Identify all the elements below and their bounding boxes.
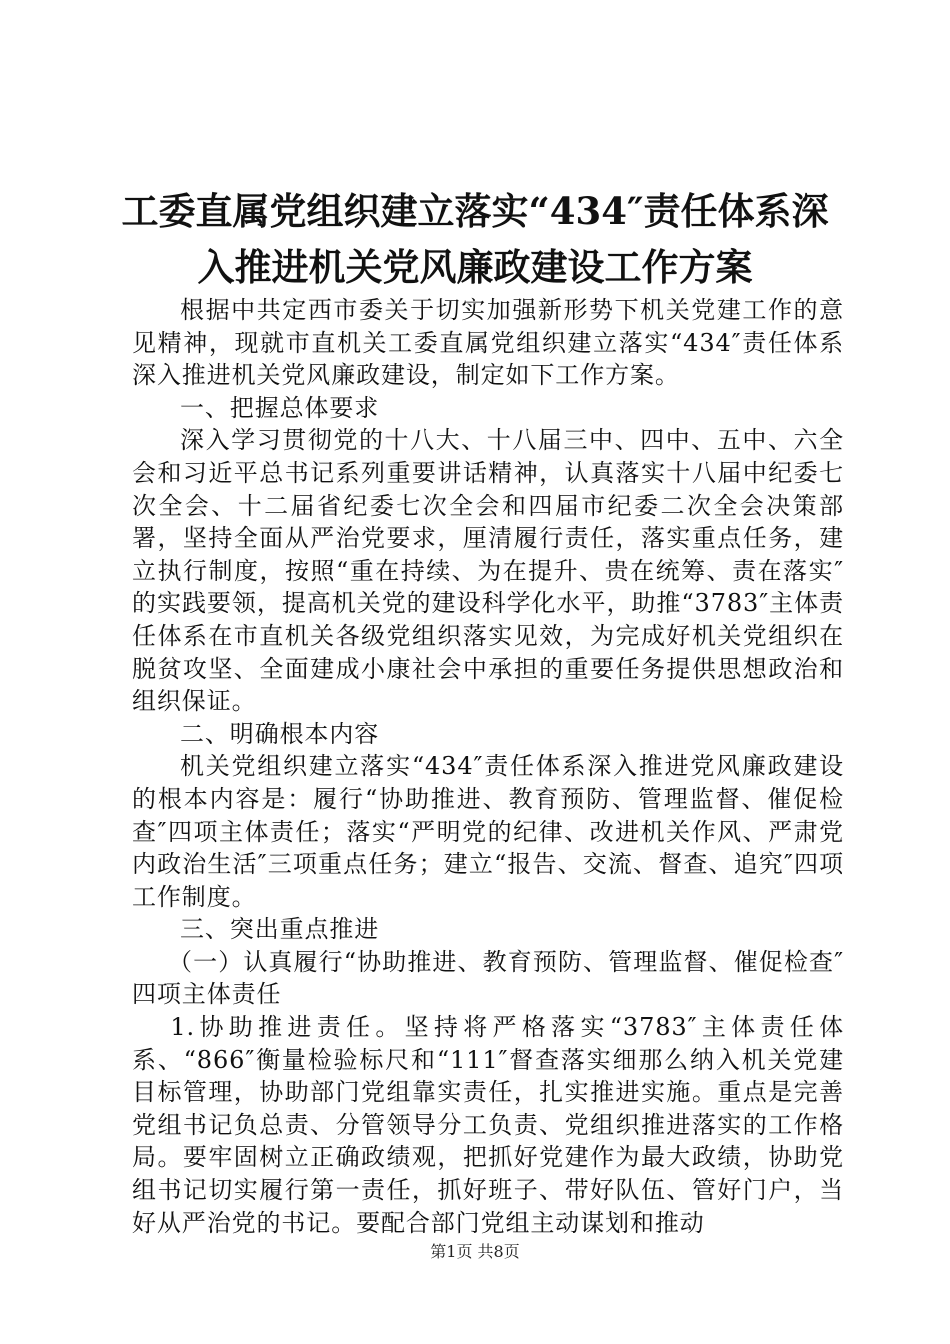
document-title-line-2: 入推进机关党风廉政建设工作方案: [197, 245, 753, 289]
document-body: [132, 294, 844, 1239]
document-title-line-1: 工委直属党组织建立落实“434″责任体系深: [121, 189, 829, 233]
paragraph-section-1: 深入学习贯彻党的十八大、十八届三中、四中、五中、六全会和习近平总书记系列重要讲话精神，认真落实十八届中纪委七次全会、十二届省纪委七次全会和四届市纪委二次全会决策部署，坚持全面从严治党要求，厘清履行责任，落实重点任务，建立执行制度，按照“重在持续、为在提升、贵在统筹、责在落实″的实践要领，提高机关党的建设科学化水平，助推“3783″主体责任体系在市直机关各级党组织落实见效，为完成好机关党组织在脱贫攻坚、全面建成小康社会中承担的重要任务提供思想政治和组织保证。: [132, 426, 844, 716]
paragraph-item-1: 1.协助推进责任。坚持将严格落实“3783″主体责任体系、“866″衡量检验标尺和“111″督查落实细那么纳入机关党建目标管理，协助部门党组靠实责任，扎实推进实施。重点是完善党组书记负总责、分管领导分工负责、党组织推进落实的工作格局。要牢固树立正确政绩观，把抓好党建作为最大政绩，协助党组书记切实履行第一责任，抓好班子、带好队伍、管好门户，当好从严治党的书记。要配合部门党组主动谋划和推动: [132, 1013, 844, 1237]
paragraph-section-2: 机关党组织建立落实“434″责任体系深入推进党风廉政建设的根本内容是：履行“协助推进、教育预防、管理监督、催促检查″四项主体责任；落实“严明党的纪律、改进机关作风、严肃党内政治生活″三项重点任务；建立“报告、交流、督查、追究″四项工作制度。: [132, 752, 844, 911]
section-heading-1: 一、把握总体要求: [180, 393, 380, 422]
page-footer: 第1页 共8页: [430, 1242, 520, 1261]
paragraph-intro: 根据中共定西市委关于切实加强新形势下机关党建工作的意见精神，现就市直机关工委直属党组织建立落实“434″责任体系深入推进机关党风廉政建设，制定如下工作方案。: [132, 296, 844, 390]
section-heading-3: 三、突出重点推进: [180, 915, 380, 944]
section-heading-2: 二、明确根本内容: [180, 719, 380, 748]
subsection-heading-1: （一）认真履行“协助推进、教育预防、管理监督、催促检查″四项主体责任: [132, 947, 844, 1009]
